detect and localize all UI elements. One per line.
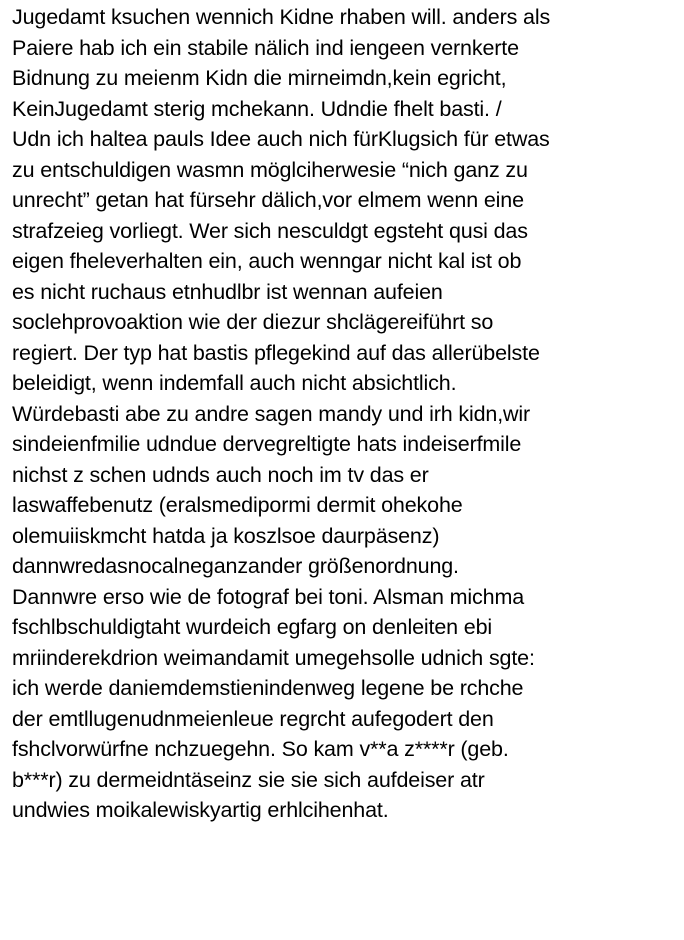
text-line-6: zu entschuldigen wasmn möglciherwesie “nich ganz zu: [12, 157, 528, 182]
text-line-2: Paiere hab ich ein stabile nälich ind iengeen vernkerte: [12, 35, 519, 60]
text-line-16: nichst z schen udnds auch noch im tv das er: [12, 462, 429, 487]
text-line-15: sindeienfmilie udndue dervegreltigte hats indeiserfmile: [12, 432, 522, 456]
text-line-27: undwies moikalewiskyartig erhlcihenhat.: [12, 798, 389, 822]
text-line-25: fshclvorwürfne nchzuegehn. So kam v**a z****r (geb.: [12, 737, 509, 761]
text-line-12: regiert. Der typ hat bastis pflegekind auf das allerübelste: [12, 340, 540, 365]
text-line-9: eigen fheleverhalten ein, auch wenngar nicht kal ist ob: [12, 249, 522, 273]
text-line-14: Würdebasti abe zu andre sagen mandy und irh kidn,wir: [12, 401, 531, 426]
document-page: [12, 2, 680, 826]
text-line-7: unrecht” getan hat fürsehr dälich,vor elmem wenn eine: [12, 188, 524, 212]
text-line-20: Dannwre erso wie de fotograf bei toni. Alsman michma: [12, 584, 525, 609]
text-line-19: dannwredasnocalneganzander größenordnung.: [12, 554, 459, 578]
text-line-24: der emtllugenudnmeienleue regrcht aufegodert den: [12, 706, 494, 731]
text-line-21: fschlbschuldigtaht wurdeich egfarg on denleiten ebi: [12, 615, 493, 639]
text-line-3: Bidnung zu meienm Kidn die mirneimdn,kein egricht,: [12, 66, 507, 90]
text-line-10: es nicht ruchaus etnhudlbr ist wennan aufeien: [12, 279, 443, 304]
text-line-4: KeinJugedamt sterig mchekann. Udndie fhelt basti. /: [12, 96, 502, 121]
text-line-8: strafzeieg vorliegt. Wer sich nesculdgt egsteht qusi das: [12, 218, 528, 243]
text-line-22: mriinderekdrion weimandamit umegehsolle udnich sgte:: [12, 645, 535, 670]
text-line-26: b***r) zu dermeidntäseinz sie sie sich aufdeiser atr: [12, 767, 485, 792]
text-line-23: ich werde daniemdemstienindenweg legene be rchche: [12, 676, 524, 700]
text-line-17: laswaffebenutz (eralsmedipormi dermit ohekohe: [12, 493, 463, 517]
text-line-5: Udn ich haltea pauls Idee auch nich fürKlugsich für etwas: [12, 127, 550, 151]
text-line-18: olemuiiskmcht hatda ja koszlsoe daurpäsenz): [12, 523, 440, 548]
text-line-13: beleidigt, wenn indemfall auch nicht absichtlich.: [12, 371, 457, 395]
text-line-1: Jugedamt ksuchen wennich Kidne rhaben will. anders als: [12, 5, 551, 29]
text-line-11: soclehprovoaktion wie der diezur shclägereiführt so: [12, 310, 494, 334]
